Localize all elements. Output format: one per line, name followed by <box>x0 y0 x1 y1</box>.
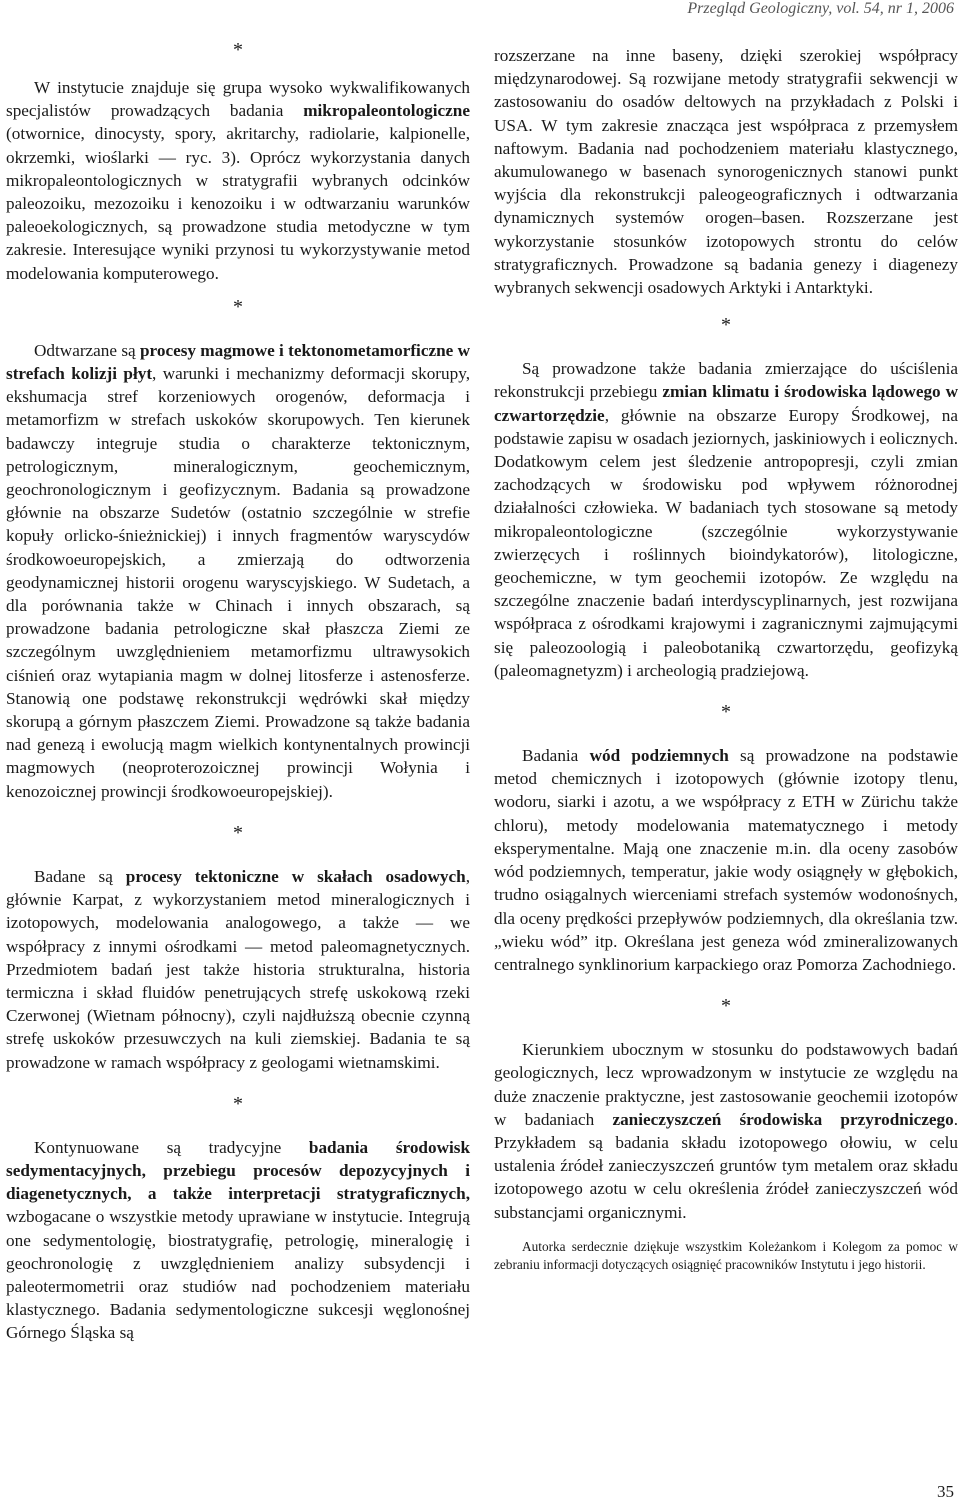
paragraph-continuation: rozszerzane na inne baseny, dzięki szerokiej współpracy międzynarodowej. Są rozwijane metody stratygrafii sekwencji w zastosowaniu do osadów deltowych na przykładach z Polski i USA. W tym zakresie znacząca jest współpraca z przemysłem naftowym. Badania nad pochodzeniem materiału klastycznego, akumulowanego w basenach synorogenicznych stanowi punkt wyjścia dla rekonstrukcji paleogeograficznych i odtwarzania dynamicznych systemów orogen–basen. Rozszerzane jest wykorzystanie stosunków izotopowych strontu do celów stratygraficznych. Prowadzone są badania genezy i diagenezy wybranych sekwencji osadowych Arktyki i Antarktyki. <box>494 46 958 298</box>
left-column <box>6 38 470 1345</box>
section-separator: * <box>233 295 243 318</box>
paragraph-tectonic-processes: Badane są procesy tektoniczne w skałach osadowych, głównie Karpat, z wykorzystaniem metod mineralogicznych i izotopowych, modelowania analogowego, a także — we współpracy z innymi ośrodkami — metod paleomagnetycznych. Przedmiotem badań jest także historia strukturalna, historia termiczna i skład fluidów penetrujących strefę uskokową rzeki Czerwonej (Wietnam północny), czyli najdłuższą obecnie czynną strefę uskoków przesuwczych na kuli ziemskiej. Badania te są prowadzone w ramach współpracy z geologami wietnamskimi. <box>6 866 470 1072</box>
paragraph-sedimentology: Kontynuowane są tradycyjne badania środowisk sedymentacyjnych, przebiegu procesów depozycyjnych i diagenetycznych, a także interpretacji stratygraficznych, wzbogacane o wszystkie metody uprawiane w instytucie. Integrują one sedymentologię, biostratygrafię, petrologię, mineralogię i geochronologię z uwzględnieniem analizy subsydencji i paleotermometrii oraz studiów nad pochodzeniem materiału klastycznego. Badania sedymentologiczne sukcesji węglonośnej Górnego Śląska są <box>6 1137 471 1343</box>
acknowledgements: Autorka serdecznie dziękuje wszystkim Koleżankom i Kolegom za pomoc w zebraniu informacji dotyczących osiągnięć pracowników Instytutu i jego historii. <box>494 1238 958 1273</box>
paragraph-magmatic-processes: Odtwarzane są procesy magmowe i tektonometamorficzne w strefach kolizji płyt, warunki i mechanizmy deformacji skorupy, ekshumacja stref korzeniowych orogenów, deformacja i metamorfizm w strefach uskoków skorupowych. Ten kierunek badawczy integruje studia o charakterze tektonicznym, petrologicznym, mineralogicznym, geochemicznym, geochronologicznym i geofizycznym. Badania są prowadzone głównie na obszarze Sudetów (ostatnio szczególnie w strefie kopuły orlicko-śnieżnickiej) i innych fragmentów waryscydów środkowoeuropejskich, a zmierzają do odtworzenia geodynamicznej historii orogenu waryscyjskiego. W Sudetach, a dla porównania także w Chinach i innych obszarach, są prowadzone badania petrologiczne skał płaszcza Ziemi ze szczególnym uwzględnieniem metamorfizmu ultrawysokich ciśnień oraz wytapiania magm w dolnej litosferze i astenosferze. Stanowią one podstawę rekonstrukcji wędrówki skał między skorupą a górnym płaszczem Ziemi. Prowadzone są także badania nad genezą i ewolucją magm wielkich kontynentalnych prowincji magmowych (neoproterozoicznej prowincji Wołynia i kenozoicznej prowincji środkowoeuropejskiej). <box>6 340 470 801</box>
paragraph-environmental-pollution: Kierunkiem ubocznym w stosunku do podstawowych badań geologicznych, lecz wprowadzonym w instytucie ze względu na duże znaczenie praktyczne, jest zastosowanie geochemii izotopów w badaniach zanieczyszczeń środowiska przyrodniczego. Przykładem są badania składu izotopowego ołowiu, w celu ustalenia źródeł zanieczyszczeń gruntów tym metalem oraz składu izotopowego azotu w celu określenia źródeł zanieczyszczeń wód substancjami organicznymi. <box>494 1040 958 1222</box>
section-separator: * <box>721 701 731 724</box>
paragraph-micropaleontology: W instytucie znajduje się grupa wysoko wykwalifikowanych specjalistów prowadzących badania mikropaleontologiczne (otwornice, dinocysty, spory, akritarchy, radiolarie, kalpionelle, okrzemki, wioślarki — ryc. 3). Oprócz wykorzystania danych mikropaleontologicznych w stratygrafii wybranych odcinków paleozoiku, mezozoiku i kenozoiku i w odtwarzaniu warunków paleoekologicznych, są prowadzone studia metodyczne w tym zakresie. Interesujące wyniki przynosi tu wykorzystywanie metod modelowania komputerowego. <box>6 78 470 283</box>
section-separator: * <box>233 39 243 61</box>
section-separator: * <box>721 314 731 337</box>
section-separator: * <box>233 1092 243 1115</box>
paragraph-climate-change: Są prowadzone także badania zmierzające do uściślenia rekonstrukcji przebiegu zmian klimatu i środowiska lądowego w czwartorzędzie, głównie na obszarze Europy Środkowej, na podstawie zapisu w osadach jeziornych, jaskiniowych i eolicznych. Dodatkowym celem jest śledzenie antropopresji, czyli zmian zachodzących w środowisku pod wpływem różnorodnej działalności człowieka. W badaniach tych stosowane są metody mikropaleontologiczne (szczególnie wykorzystywanie zwierzęcych i roślinnych bioindykatorów), litologiczne, geochemiczne, w tym geochemii izotopów. Ze względu na szczególne znaczenie badań interdyscyplinarnych, jest rozwijana współpraca z ośrodkami krajowymi i zagranicznymi zajmującymi się paleozoologią i paleobotaniką czwartorzędu, geofizyką (paleomagnetyzm) i archeologią pradziejową. <box>494 359 958 680</box>
right-column <box>494 44 958 1275</box>
section-separator: * <box>721 995 731 1018</box>
page-number: 35 <box>937 1482 954 1501</box>
journal-header: Przegląd Geologiczny, vol. 54, nr 1, 2006 <box>687 0 954 17</box>
section-separator: * <box>233 821 243 844</box>
paragraph-groundwater: Badania wód podziemnych są prowadzone na podstawie metod chemicznych i izotopowych (głównie izotopy tlenu, wodoru, siarki i azotu, a we współpracy z ETH w Zürichu także chloru), metody modelowania matematycznego i metody eksperymentalne. Mają one znaczenie m.in. dla oceny zasobów wód podziemnych, temperatur, jakie wody osiągnęły w głębokich, trudno osiągalnych wierceniami strefach systemów wodonośnych, dla oceny prędkości przepływów podziemnych, dla określania tzw. „wieku wód” itp. Określana jest geneza wód zmineralizowanych centralnego synklinorium karpackiego oraz Pomorza Zachodniego. <box>494 746 958 974</box>
